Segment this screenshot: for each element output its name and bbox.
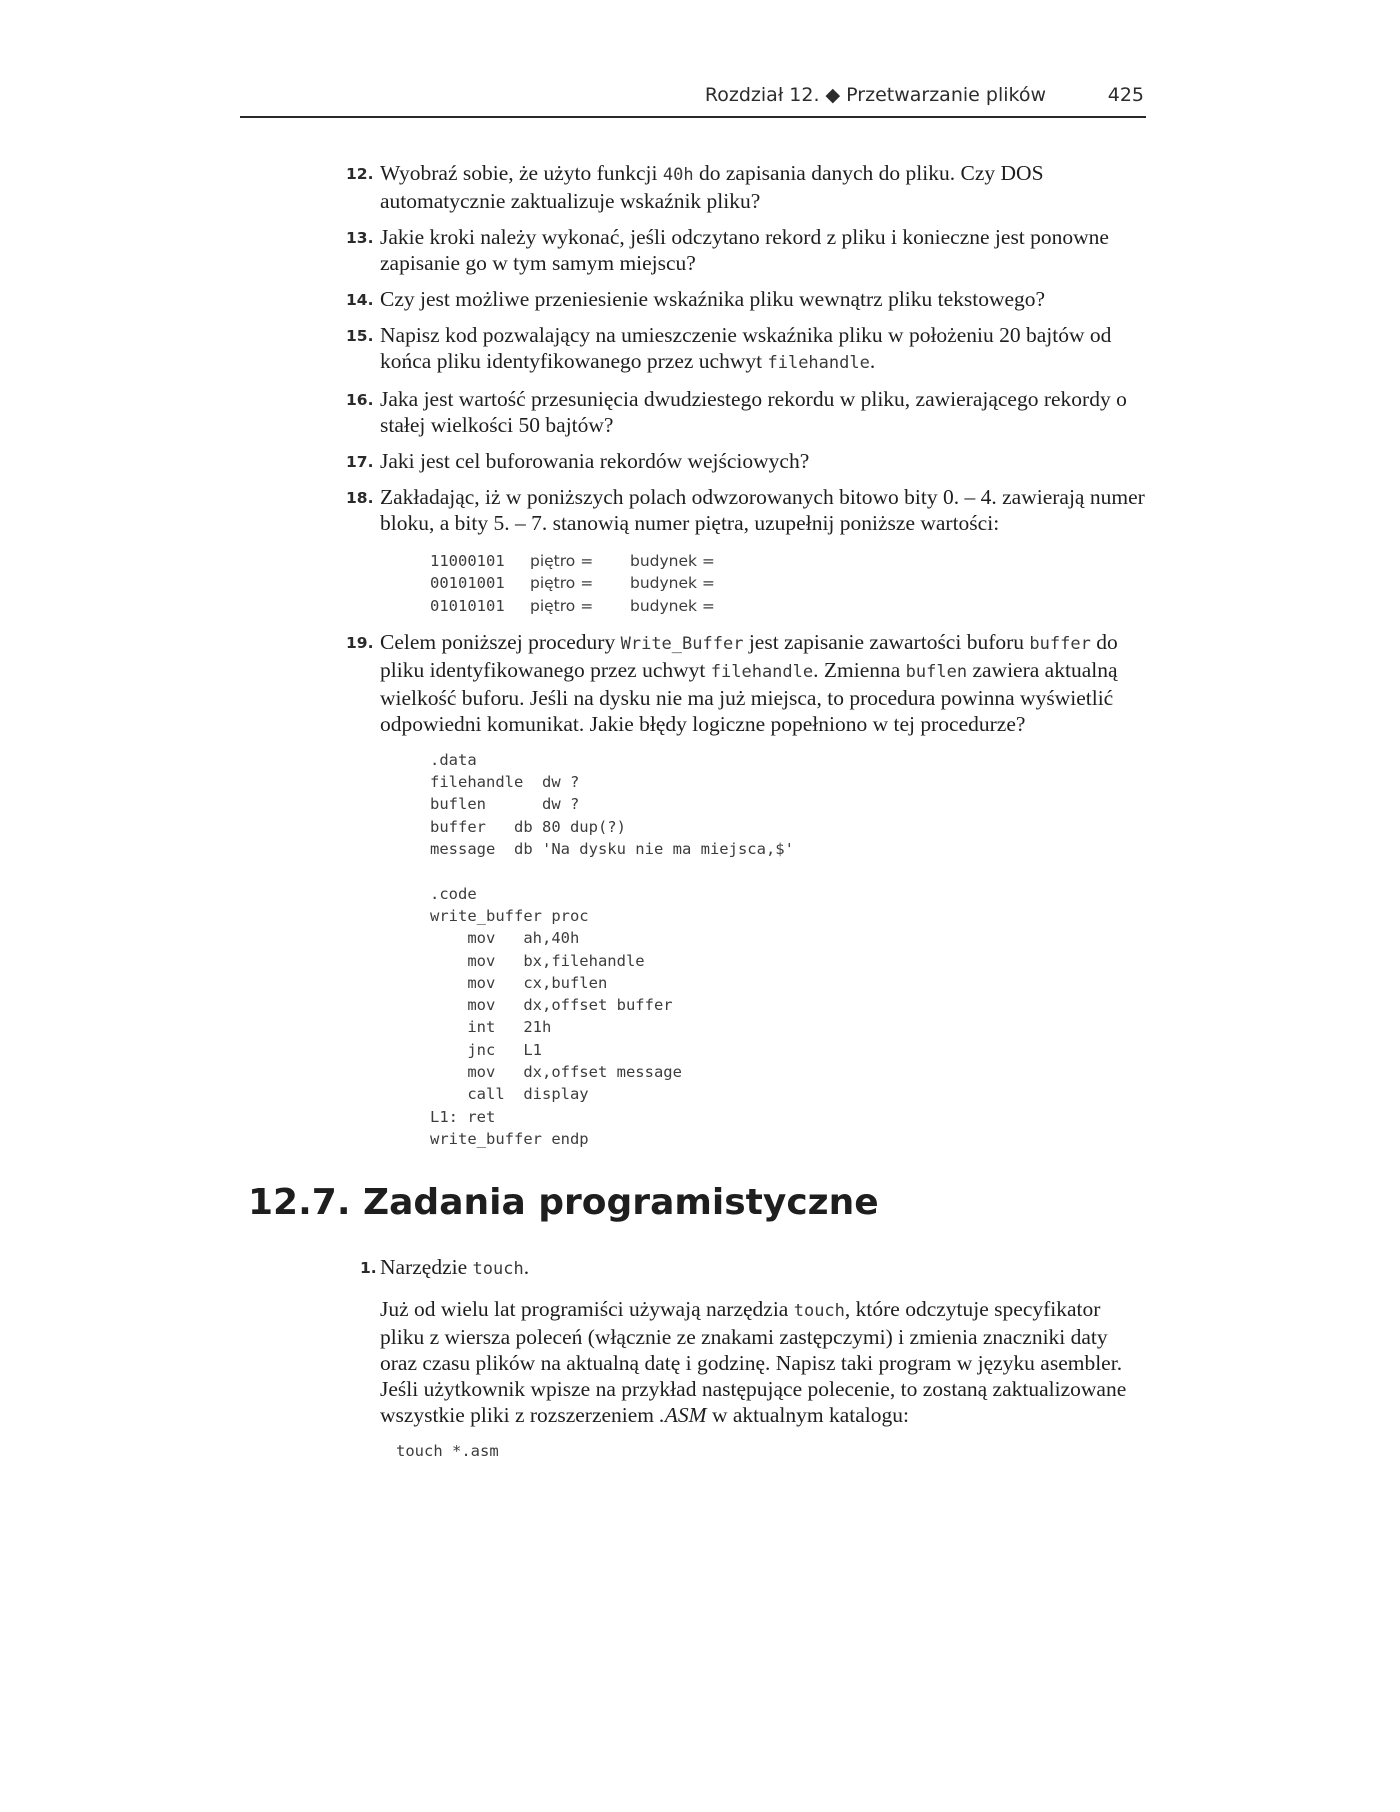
text-run: do zapisania danych do pliku. Czy DOS automatycznie zaktualizuje wskaźnik pliku? (380, 161, 1044, 213)
inline-code: 40h (662, 165, 694, 185)
floor-label: piętro = (530, 552, 594, 570)
text-run: , które odczytuje specyfikator pliku z wiersza poleceń (włącznie ze znakami zastępczymi) i zmienia znaczniki daty oraz czasu plików na aktualną datę i godzinę. Napisz taki program w języku asembler. Jeśli użytkownik wpisze na przykład następujące polecenie, to zostaną zaktualizowane wszystkie pliki z rozszerzeniem (380, 1297, 1127, 1427)
floor-label: piętro = (530, 596, 594, 615)
text-run: zawiera aktualną wielkość buforu. Jeśli na dysku nie ma już miejsca, to procedura powinna wyświetlić odpowiedni komunikat. Jakie błędy logiczne popełniono w tej procedurze? (380, 657, 1118, 736)
question-item (346, 448, 1146, 474)
question-item (346, 286, 1146, 312)
question-number: 17. (346, 453, 374, 471)
code-line: mov cx,buflen (430, 973, 608, 992)
code-line: buflen dw ? (430, 795, 580, 814)
bitfield-row (430, 550, 1146, 572)
running-header (240, 80, 1146, 118)
code-line: message db 'Na dysku nie ma miejsca,$' (430, 840, 794, 859)
question-item (346, 160, 1146, 214)
question-number: 18. (346, 489, 374, 507)
text-run: w aktualnym katalogu: (706, 1403, 909, 1427)
floor-label: piętro = (530, 574, 594, 593)
text-run: . Zmienna (813, 657, 906, 682)
review-questions-list (346, 160, 1146, 1162)
code-line: mov bx,filehandle (430, 951, 645, 970)
question-item (346, 322, 1146, 376)
code-line: buffer db 80 dup(?) (430, 817, 626, 836)
task-description (346, 1296, 1146, 1428)
question-item (346, 224, 1146, 276)
text-run: Napisz kod pozwalający na umieszczenie wskaźnika pliku w położeniu 20 bajtów od końca pliku identyfikowanego przez uchwyt (380, 323, 1112, 373)
question-number: 14. (346, 291, 374, 309)
code-line: L1: ret (430, 1107, 496, 1126)
code-line: write_buffer endp (430, 1129, 589, 1148)
inline-code: touch (793, 1301, 845, 1321)
question-number: 13. (346, 229, 374, 247)
code-listing (396, 1440, 1146, 1462)
text-run: Jaka jest wartość przesunięcia dwudziestego rekordu w pliku, zawierającego rekordy o stałej wielkości 50 bajtów? (380, 387, 1127, 437)
task-title (346, 1254, 1146, 1282)
code-line: int 21h (430, 1018, 552, 1037)
building-label: budynek = (630, 596, 715, 615)
text-run: Celem poniższej procedury (380, 629, 621, 654)
code-line: jnc L1 (430, 1040, 542, 1059)
text-run: Jakie kroki należy wykonać, jeśli odczytano rekord z pliku i konieczne jest ponowne zapisanie go w tym samym miejscu? (380, 225, 1109, 275)
question-number: 12. (346, 165, 374, 183)
bit-value: 01010101 (430, 596, 505, 615)
question-text (380, 630, 1118, 736)
inline-code: touch (472, 1259, 524, 1279)
text-run: Wyobraź sobie, że użyto funkcji (380, 161, 663, 185)
task-number: 1. (360, 1259, 377, 1277)
bit-value: 11000101 (430, 552, 505, 570)
programming-tasks-list (346, 1254, 1146, 1474)
text-run: do pliku identyfikowanego przez uchwyt (380, 629, 1118, 682)
task-title-text (380, 1255, 529, 1279)
code-line: call display (430, 1085, 589, 1104)
code-line: .data (430, 750, 477, 769)
inline-code: Write_Buffer (620, 633, 744, 654)
question-number: 19. (346, 633, 374, 652)
question-text (380, 323, 1111, 373)
code-line: touch *.asm (396, 1442, 499, 1460)
text-run: . (869, 349, 876, 373)
text-run: Narzędzie (380, 1255, 473, 1279)
question-text (380, 449, 809, 473)
code-line: mov dx,offset message (430, 1063, 682, 1082)
text-run: Już od wielu lat programiści używają narzędzia (380, 1297, 794, 1321)
code-line: mov dx,offset buffer (430, 996, 673, 1015)
inline-code: filehandle (710, 661, 814, 682)
question-text (380, 161, 1044, 213)
question-text (380, 387, 1127, 437)
question-text (380, 287, 1045, 311)
text-run: Jaki jest cel buforowania rekordów wejściowych? (380, 449, 810, 473)
question-item (346, 484, 1146, 617)
question-item (346, 386, 1146, 438)
inline-code: buffer (1029, 633, 1091, 654)
code-line: mov ah,40h (430, 929, 580, 948)
section-heading: 12.7. Zadania programistyczne (248, 1182, 879, 1223)
text-run: jest zapisanie zawartości buforu (743, 629, 1030, 654)
page-number: 425 (1107, 84, 1144, 106)
inline-code: filehandle (767, 353, 870, 373)
code-line: filehandle dw ? (430, 773, 580, 792)
text-run: . (523, 1255, 530, 1279)
inline-code: buflen (905, 661, 968, 682)
bitfield-table (430, 550, 1146, 617)
code-line (430, 860, 1146, 882)
italic-text: .ASM (659, 1403, 707, 1427)
code-listing (430, 749, 1146, 1150)
chapter-title: Rozdział 12. ◆ Przetwarzanie plików (704, 84, 1046, 106)
text-run: Zakładając, iż w poniższych polach odwzorowanych bitowo bity 0. – 4. zawierają numer bloku, a bity 5. – 7. stanowią numer piętra, uzupełnij poniższe wartości: (380, 485, 1145, 535)
question-number: 16. (346, 391, 374, 409)
bitfield-row (430, 595, 1146, 617)
building-label: budynek = (630, 552, 715, 570)
code-line: .code (430, 884, 477, 903)
question-item (346, 629, 1146, 1150)
question-number: 15. (346, 327, 374, 345)
bitfield-row (430, 572, 1146, 594)
question-text (380, 485, 1145, 535)
question-text (380, 225, 1109, 275)
bit-value: 00101001 (430, 574, 505, 593)
code-line: write_buffer proc (430, 906, 589, 925)
building-label: budynek = (630, 574, 715, 593)
text-run: Czy jest możliwe przeniesienie wskaźnika pliku wewnątrz pliku tekstowego? (380, 287, 1046, 311)
